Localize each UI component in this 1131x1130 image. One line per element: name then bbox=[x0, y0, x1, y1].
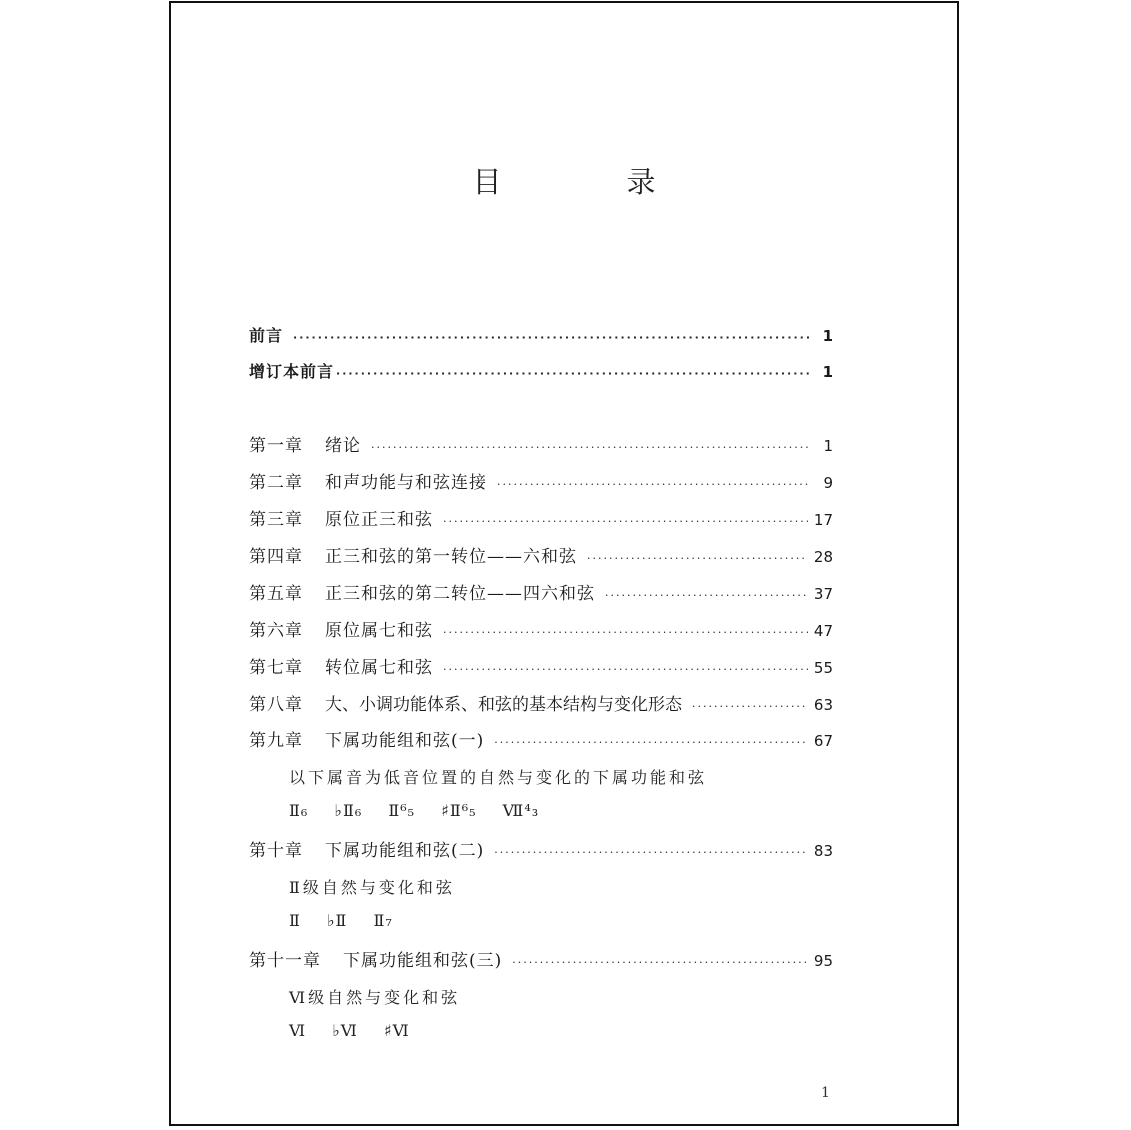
toc-chapter-number: 第六章 bbox=[249, 621, 303, 641]
toc-chapter-number: 第十章 bbox=[249, 841, 303, 861]
chord-symbols-row bbox=[289, 801, 559, 820]
leader-dots bbox=[443, 663, 808, 676]
toc-entry bbox=[249, 653, 833, 681]
toc-page-number: 28 bbox=[813, 548, 833, 566]
toc-chapter-title: 转位属七和弦 bbox=[325, 658, 433, 678]
chord-symbol: Ⅶ⁴₃ bbox=[502, 801, 540, 820]
toc-chapter-number: 第四章 bbox=[249, 547, 303, 567]
toc-chapter-number: 第七章 bbox=[249, 658, 303, 678]
toc-chapter-title: 正三和弦的第二转位——四六和弦 bbox=[325, 584, 595, 604]
leader-dots bbox=[371, 441, 809, 454]
toc-chapter-title: 下属功能组和弦(一) bbox=[325, 731, 485, 751]
chord-symbol: Ⅱ bbox=[289, 911, 301, 930]
leader-dots bbox=[293, 331, 809, 344]
leader-dots bbox=[497, 478, 809, 491]
toc-chapter-title: 原位属七和弦 bbox=[325, 621, 433, 641]
page-number: 1 bbox=[821, 1085, 830, 1101]
leader-dots bbox=[494, 736, 808, 749]
toc-chapter-number: 第五章 bbox=[249, 584, 303, 604]
leader-dots bbox=[494, 846, 808, 859]
leader-dots bbox=[512, 956, 808, 969]
toc-page-number: 1 bbox=[823, 437, 833, 455]
toc-chapter-number: 第八章 bbox=[249, 695, 303, 715]
chord-symbol: Ⅱ₇ bbox=[373, 911, 393, 930]
toc-entry-label: 增订本前言 bbox=[249, 362, 335, 381]
toc-entry bbox=[249, 616, 833, 644]
document-page bbox=[169, 1, 959, 1126]
toc-chapter-title: 大、小调功能体系、和弦的基本结构与变化形态 bbox=[325, 695, 682, 715]
toc-chapter-title: 下属功能组和弦(三) bbox=[343, 951, 503, 971]
leader-dots bbox=[443, 626, 808, 639]
toc-page-number: 83 bbox=[813, 842, 833, 860]
toc-entry bbox=[249, 726, 833, 754]
toc-page-number: 63 bbox=[813, 696, 833, 714]
chapter-subsection-description: 以下属音为低音位置的自然与变化的下属功能和弦 bbox=[289, 768, 708, 787]
toc-entry bbox=[249, 323, 833, 351]
toc-page-number: 67 bbox=[813, 732, 833, 750]
chord-symbol: Ⅱ⁶₅ bbox=[388, 801, 416, 820]
toc-entry bbox=[249, 579, 833, 607]
toc-page-number: 37 bbox=[813, 585, 833, 603]
chapter-subsection-description: Ⅵ级自然与变化和弦 bbox=[289, 988, 461, 1007]
chord-symbol: ♭Ⅵ bbox=[332, 1021, 358, 1040]
leader-dots bbox=[443, 515, 808, 528]
page-title: 目 录 bbox=[472, 165, 704, 199]
chord-symbol: ♯Ⅱ⁶₅ bbox=[441, 801, 477, 820]
toc-entry bbox=[249, 468, 833, 496]
toc-page-number: 47 bbox=[813, 622, 833, 640]
toc-chapter-number: 第一章 bbox=[249, 436, 303, 456]
toc-chapter-title: 绪论 bbox=[325, 436, 361, 456]
toc-entry bbox=[249, 690, 833, 718]
toc-entry bbox=[249, 542, 833, 570]
toc-chapter-number: 第九章 bbox=[249, 731, 303, 751]
toc-chapter-title: 原位正三和弦 bbox=[325, 510, 433, 530]
toc-page-number: 17 bbox=[813, 511, 833, 529]
toc-page-number: 55 bbox=[813, 659, 833, 677]
chapter-subsection-description: Ⅱ级自然与变化和弦 bbox=[289, 878, 455, 897]
toc-chapter-title: 下属功能组和弦(二) bbox=[325, 841, 485, 861]
leader-dots bbox=[692, 700, 808, 713]
toc-page-number: 9 bbox=[823, 474, 833, 492]
toc-entry bbox=[249, 946, 833, 974]
toc-page-number: 1 bbox=[822, 363, 833, 381]
chord-symbol: Ⅱ₆ bbox=[289, 801, 309, 820]
chord-symbols-row bbox=[289, 1021, 430, 1040]
toc-page-number: 95 bbox=[813, 952, 833, 970]
toc-entry bbox=[249, 431, 833, 459]
toc-entry bbox=[249, 505, 833, 533]
chord-symbol: ♭Ⅱ bbox=[326, 911, 348, 930]
chord-symbol: ♭Ⅱ₆ bbox=[334, 801, 363, 820]
toc-chapter-number: 第十一章 bbox=[249, 951, 321, 971]
toc-chapter-number: 第二章 bbox=[249, 473, 303, 493]
leader-dots bbox=[587, 552, 808, 565]
toc-entry bbox=[249, 836, 833, 864]
leader-dots bbox=[336, 367, 809, 380]
chord-symbol: ♯Ⅵ bbox=[383, 1021, 410, 1040]
toc-entry-label: 前言 bbox=[249, 326, 284, 345]
toc-entry bbox=[249, 359, 833, 387]
toc-chapter-title: 和声功能与和弦连接 bbox=[325, 473, 487, 493]
leader-dots bbox=[605, 589, 808, 602]
chord-symbol: Ⅵ bbox=[289, 1021, 307, 1040]
chord-symbols-row bbox=[289, 911, 413, 930]
toc-chapter-title: 正三和弦的第一转位——六和弦 bbox=[325, 547, 577, 567]
toc-page-number: 1 bbox=[822, 327, 833, 345]
toc-chapter-number: 第三章 bbox=[249, 510, 303, 530]
